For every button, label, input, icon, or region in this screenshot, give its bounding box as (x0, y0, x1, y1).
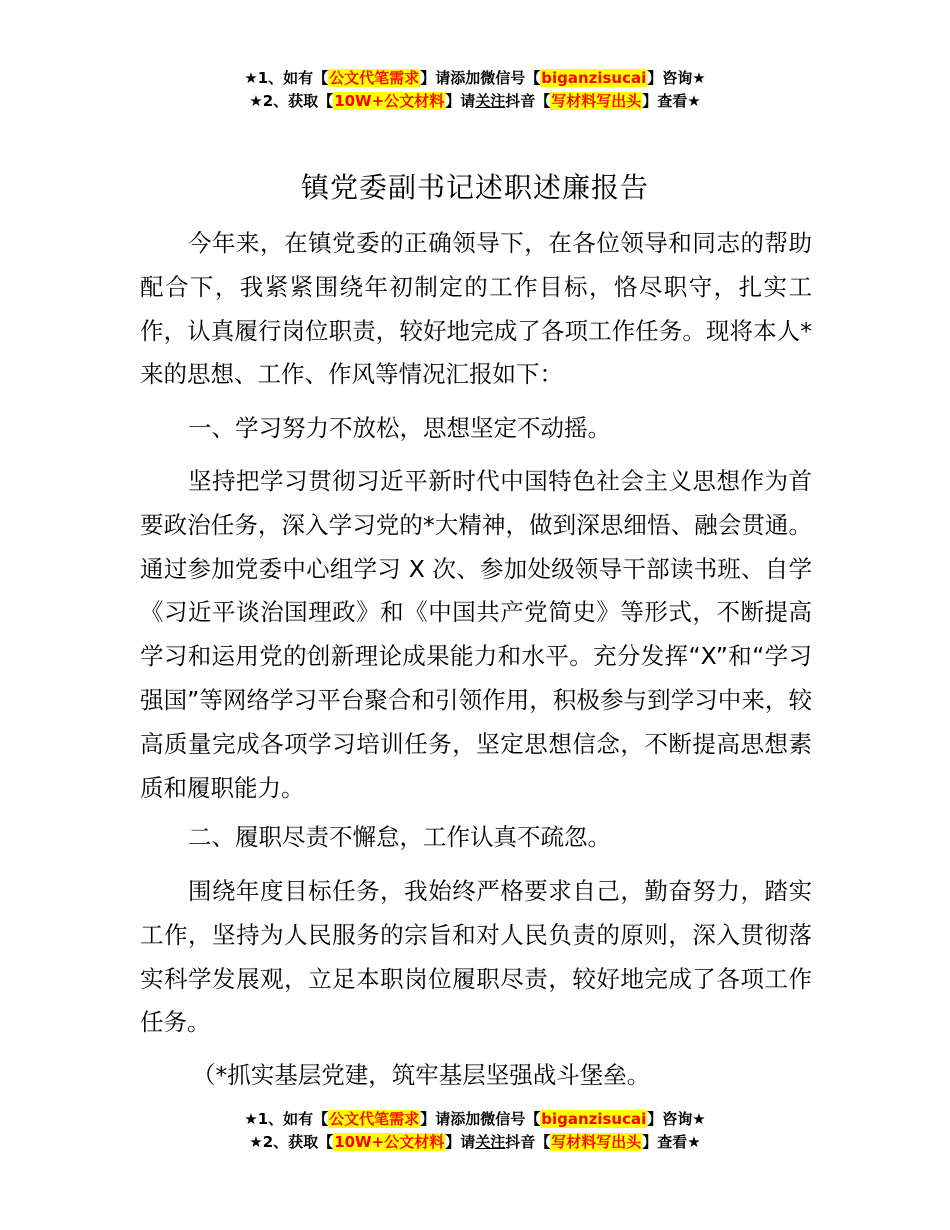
header-banner (0, 67, 950, 113)
banner-line-2 (0, 90, 950, 113)
banner-line-1-middle: 】请添加微信号【 (420, 69, 541, 87)
banner-line-2-suffix: 】查看★ (642, 92, 701, 110)
banner-follow-underlined: 关注 (475, 92, 506, 110)
banner-line-2-middle-2: 抖音【 (505, 92, 551, 110)
banner-highlight-douyin: 写材料写出头 (551, 92, 642, 110)
banner-line-2-middle-2: 抖音【 (505, 1133, 551, 1151)
section-heading-1: 一、学习努力不放松，思想坚定不动摇。 (188, 414, 611, 442)
banner-line-1-middle: 】请添加微信号【 (420, 1110, 541, 1128)
banner-line-1-suffix: 】咨询★ (647, 69, 706, 87)
banner-line-2-prefix: ★2、获取【 (249, 92, 334, 110)
banner-highlight-douyin: 写材料写出头 (551, 1133, 642, 1151)
banner-highlight-wechat-id: biganzisucai (541, 69, 647, 87)
banner-highlight-wechat-id: biganzisucai (541, 1110, 647, 1128)
section-heading-2: 二、履职尽责不懈怠，工作认真不疏忽。 (188, 823, 611, 851)
banner-line-1 (0, 67, 950, 90)
banner-line-2-suffix: 】查看★ (642, 1133, 701, 1151)
banner-line-2-prefix: ★2、获取【 (249, 1133, 334, 1151)
paragraph-intro: 今年来，在镇党委的正确领导下，在各位领导和同志的帮助配合下，我紧紧围绕年初制定的工作目标，恪尽职守，扎实工作，认真履行岗位职责，较好地完成了各项工作任务。现将本人*来的思想、工作、作风等情况汇报如下： (140, 229, 812, 389)
banner-line-2-middle: 】请 (445, 1133, 476, 1151)
banner-highlight-ghostwriting: 公文代笔需求 (329, 69, 420, 87)
banner-line-1-suffix: 】咨询★ (647, 1110, 706, 1128)
paragraph-study: 坚持把学习贯彻习近平新时代中国特色社会主义思想作为首要政治任务，深入学习党的*大精神，做到深思细悟、融会贯通。通过参加党委中心组学习 X 次、参加处级领导干部读书班、自学《习近平谈治国理政》和《中国共产党简史》等形式，不断提高学习和运用党的创新理论成果能力和水平。充分发挥“X”和“学习强国”等网络学习平台聚合和引领作用，积极参与到学习中来，较高质量完成各项学习培训任务，坚定思想信念，不断提高思想素质和履职能力。 (140, 467, 812, 802)
footer-banner (0, 1108, 950, 1154)
banner-line-2 (0, 1131, 950, 1154)
banner-highlight-ghostwriting: 公文代笔需求 (329, 1110, 420, 1128)
banner-highlight-materials: 10W+公文材料 (334, 1133, 445, 1151)
document-title: 镇党委副书记述职述廉报告 (300, 171, 649, 204)
banner-highlight-materials: 10W+公文材料 (334, 92, 445, 110)
paragraph-work: 围绕年度目标任务，我始终严格要求自己，勤奋努力，踏实工作，坚持为人民服务的宗旨和对人民负责的原则，深入贯彻落实科学发展观，立足本职岗位履职尽责，较好地完成了各项工作任务。 (140, 877, 812, 1037)
subsection-heading-1: （*抓实基层党建，筑牢基层坚强战斗堡垒。 (192, 1061, 651, 1089)
banner-line-1-prefix: ★1、如有【 (244, 69, 329, 87)
banner-line-2-middle: 】请 (445, 92, 476, 110)
banner-follow-underlined: 关注 (475, 1133, 506, 1151)
banner-line-1 (0, 1108, 950, 1131)
banner-line-1-prefix: ★1、如有【 (244, 1110, 329, 1128)
